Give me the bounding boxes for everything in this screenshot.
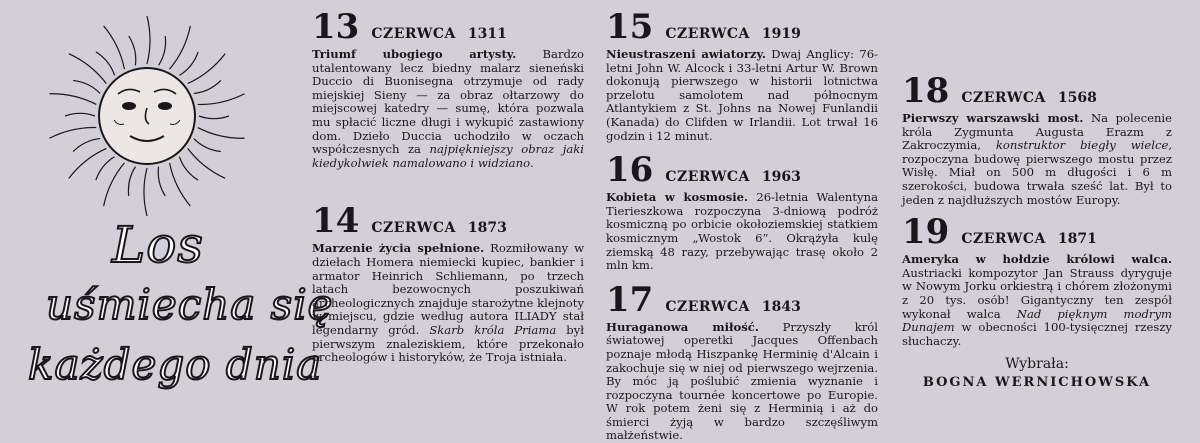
entry-tail: był pierwszym znaleziskiem, które przekonało archeologów i historyków, że Troja istniała. bbox=[312, 322, 585, 365]
entry-day: 19 bbox=[902, 212, 950, 253]
title-line-3: każdego dnia bbox=[28, 340, 323, 389]
entry-14 bbox=[312, 201, 585, 365]
entry-year: 1871 bbox=[1057, 231, 1097, 248]
entry-text: Na polecenie króla Zygmunta Augusta Erazm z Zakroczymia, bbox=[902, 111, 1173, 153]
entry-lead: Marzenie życia spełnione. bbox=[312, 241, 485, 256]
signature-label: Wybrała: bbox=[1005, 356, 1069, 373]
entry-lead: Huraganowa miłość. bbox=[606, 319, 759, 334]
entry-lead: Triumf ubogiego artysty. bbox=[312, 47, 517, 61]
entry-month: CZERWCA bbox=[961, 90, 1046, 106]
sun-ray bbox=[104, 26, 125, 69]
entry-month: CZERWCA bbox=[665, 169, 750, 186]
sun-face-icon bbox=[22, 8, 272, 228]
entry-lead: Nieustraszeni awiatorzy. bbox=[606, 47, 766, 61]
entry-header bbox=[606, 150, 878, 191]
sun-ray bbox=[179, 52, 198, 75]
sun-ray bbox=[65, 113, 95, 116]
sun-ray bbox=[69, 54, 107, 84]
entry-month: CZERWCA bbox=[665, 26, 750, 42]
entry-year: 1873 bbox=[467, 220, 507, 237]
entry-19 bbox=[902, 212, 1172, 390]
column-2 bbox=[606, 7, 878, 443]
sun-ray bbox=[170, 163, 191, 206]
sun-ray bbox=[96, 157, 115, 180]
sun-ray bbox=[128, 167, 135, 196]
entry-italic: konstruktor biegły wielce bbox=[995, 138, 1169, 153]
sun-ray bbox=[69, 148, 107, 178]
sun-ray bbox=[96, 52, 115, 75]
entry-body bbox=[902, 253, 1172, 348]
entry-header bbox=[312, 7, 584, 47]
entry-day: 17 bbox=[606, 279, 654, 320]
sun-ray bbox=[158, 167, 165, 196]
entry-header bbox=[606, 7, 878, 47]
sun-ray bbox=[129, 36, 136, 65]
sun-ray bbox=[144, 168, 147, 216]
entry-month: CZERWCA bbox=[961, 231, 1046, 248]
entry-italic: najpiękniejszy obraz jaki kiedykolwiek namalowano i widziano bbox=[312, 142, 584, 170]
entry-year: 1843 bbox=[761, 298, 801, 315]
entry-day: 14 bbox=[312, 201, 360, 242]
entry-body bbox=[312, 48, 584, 170]
entry-day: 16 bbox=[606, 150, 654, 191]
sun-illustration bbox=[22, 8, 272, 228]
entry-month: CZERWCA bbox=[665, 298, 750, 315]
entry-day: 18 bbox=[902, 71, 950, 111]
entry-header bbox=[312, 201, 584, 242]
entry-18 bbox=[902, 71, 1173, 207]
entry-text: 26-letnia Walentyna Tierieszkowa rozpoczyna 3-dniową podróż kosmiczną po orbicie okołoziemskiej statkiem kosmicznym „Wostok 6”. Okrążyła kulę ziemską 48 razy, przebywając trasę około 2 mln km. bbox=[606, 190, 878, 273]
entry-tail: . bbox=[530, 155, 534, 170]
sun-ray bbox=[147, 16, 150, 64]
sun-ray bbox=[104, 163, 125, 206]
entry-body bbox=[606, 321, 878, 443]
entry-year: 1919 bbox=[761, 26, 801, 42]
entry-header bbox=[902, 212, 1172, 253]
entry-body bbox=[312, 242, 584, 364]
sun-ray bbox=[73, 80, 100, 93]
sun-ray bbox=[188, 54, 226, 84]
entry-text: Dwaj Anglicy: 76-letni John W. Alcock i 33-letni Artur W. Brown dokonują pierwszego w historii lotnictwa przelotu samolotem nad północnym Atlantykiem z St. Johns na Nowej Funlandii (Kanada) do Clifden w Irlandii. Lot trwał 16 godzin i 12 minut. bbox=[606, 47, 878, 143]
entry-header bbox=[902, 71, 1172, 111]
entry-tail: , rozpoczyna budowę pierwszego mostu przez Wisłę. Miał on 500 m długości i 6 m szerokości, budowa trwała sześć lat. Był to jeden z najdłuższych mostów Europy. bbox=[902, 138, 1172, 207]
entry-tail: w obecności 100-tysięcznej rzeszy słuchaczy. bbox=[902, 320, 1172, 348]
entry-body bbox=[902, 112, 1172, 207]
sun-ray bbox=[188, 148, 226, 178]
entry-15 bbox=[606, 7, 878, 143]
entry-text: Bardzo utalentowany lecz biedny malarz sieneński Duccio di Buonisegna otrzymuje od rady miejskiej Sieny — za obraz ołtarzowy do miejscowej katedry — sumę, która pozwala mu spłacić liczne długi i wykupić zastawiony dom. Dzieło Duccia uchodziło w oczach współczesnych za bbox=[312, 47, 584, 157]
entry-year: 1963 bbox=[761, 169, 801, 186]
sun-ray bbox=[73, 139, 100, 152]
sun-ray bbox=[194, 80, 221, 93]
sun-ray bbox=[199, 116, 229, 119]
column-3 bbox=[902, 71, 1173, 390]
entry-day: 15 bbox=[606, 7, 654, 47]
column-1 bbox=[312, 7, 585, 365]
title-line-1: Los bbox=[112, 216, 204, 274]
entry-italic: Skarb króla Priama bbox=[429, 322, 557, 337]
signature-name: BOGNA WERNICHOWSKA bbox=[922, 374, 1152, 390]
sun-ray bbox=[194, 139, 221, 152]
entry-16 bbox=[606, 150, 878, 273]
entry-lead: Kobieta w kosmosie. bbox=[606, 190, 749, 205]
entry-italic: Nad pięknym modrym Dunajem bbox=[902, 306, 1172, 335]
entry-lead: Ameryka w hołdzie królowi walca. bbox=[902, 252, 1172, 267]
entry-body bbox=[606, 48, 878, 143]
sun-ray bbox=[50, 128, 97, 139]
entry-text: Austriacki kompozytor Jan Strauss dyryguje w Nowym Jorku orkiestrą i chórem złożonymi z 20 tys. osób! Gigantyczny ten zespół wykonał walca bbox=[902, 265, 1172, 321]
entry-day: 13 bbox=[312, 7, 360, 47]
entry-body bbox=[606, 191, 878, 273]
sun-ray bbox=[50, 94, 97, 105]
sun-ray bbox=[179, 157, 198, 180]
title-line-2: uśmiecha się bbox=[46, 280, 334, 329]
entry-month: CZERWCA bbox=[371, 26, 456, 42]
sun-ray bbox=[170, 26, 191, 69]
entry-month: CZERWCA bbox=[371, 220, 456, 237]
entry-year: 1311 bbox=[467, 26, 507, 42]
entry-text: Rozmiłowany w dziełach Homera niemiecki kupiec, bankier i armator Heinrich Schliemann, po trzech latach bezowocnych poszukiwań archeologicznych znajduje starożytne klejnoty w miejscu, gdzie według autora ILIADY stał legendarny gród. bbox=[312, 241, 585, 337]
page-title bbox=[20, 210, 334, 410]
entry-year: 1568 bbox=[1057, 90, 1097, 106]
sun-ray bbox=[198, 94, 245, 105]
entry-17 bbox=[606, 279, 878, 443]
entry-header bbox=[606, 279, 878, 320]
sun-ray bbox=[159, 36, 166, 65]
entry-lead: Pierwszy warszawski most. bbox=[902, 111, 1084, 125]
entry-13 bbox=[312, 7, 584, 170]
sun-ray bbox=[198, 128, 245, 139]
entry-text: Przyszły król światowej operetki Jacques Offenbach poznaje młodą Hiszpankę Herminię d'Alcain i zakochuje się w niej od pierwszego wejrzenia. By móc ją poślubić zmienia wyznanie i rozpoczyna tournée koncertowe po Europie. W rok potem żeni się z Herminią i aż do śmierci żyją w bardzo szczęśliwym małżeństwie. bbox=[606, 319, 878, 443]
